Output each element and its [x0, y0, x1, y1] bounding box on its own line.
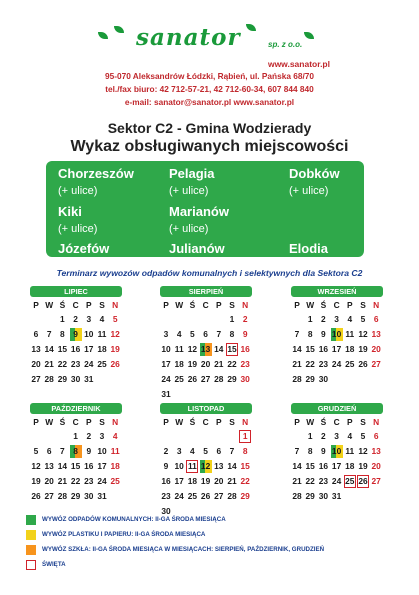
calendar-day: 10: [97, 446, 107, 456]
calendar-day: 30: [161, 506, 171, 516]
weekday-header: P: [86, 417, 92, 427]
calendar-day: 14: [57, 461, 68, 471]
calendar-day: 8: [70, 445, 82, 458]
calendar-day: 25: [345, 359, 355, 369]
legend-text: ŚWIĘTA: [42, 561, 66, 568]
leaf-icon: [114, 26, 124, 33]
legend-swatch: [26, 515, 36, 525]
calendar-day: 7: [60, 446, 65, 456]
calendar-day: 10: [161, 344, 171, 354]
weekday-header: N: [373, 417, 380, 427]
calendar-day: 31: [331, 491, 342, 501]
calendar-day: 18: [345, 461, 355, 471]
calendar-day: 21: [57, 476, 68, 486]
calendar-day: 21: [44, 359, 54, 369]
calendar-day: 2: [73, 314, 78, 324]
leaf-icon: [304, 32, 314, 39]
calendar-day: 4: [176, 329, 182, 339]
calendar-day: 18: [187, 476, 198, 486]
calendar-day: 17: [97, 461, 107, 471]
calendar-day: 7: [46, 329, 52, 339]
calendar-day: 10: [84, 329, 94, 339]
calendar-day: 19: [31, 476, 41, 486]
calendar-day: 23: [161, 491, 171, 501]
email-line: e-mail: sanator@sanator.pl www.sanator.pl: [124, 97, 295, 107]
calendar-day: 25: [110, 476, 120, 486]
month-calendar: [160, 403, 252, 516]
calendar-day: 21: [292, 359, 302, 369]
weekday-header: W: [306, 300, 315, 310]
calendar-day: 15: [57, 344, 68, 354]
calendar-day: 17: [84, 344, 94, 354]
calendar-day: 20: [371, 461, 381, 471]
calendar-day: 9: [163, 461, 169, 471]
calendar-day: 16: [161, 476, 171, 486]
calendar-day: 27: [371, 476, 381, 486]
legend-item: [26, 545, 386, 557]
calendar-day: 11: [97, 329, 107, 339]
calendar-day: 2: [321, 431, 326, 441]
locality-name: Kiki: [58, 204, 82, 219]
calendar-day: 6: [216, 446, 222, 456]
calendar-day: 28: [292, 491, 302, 501]
calendar-day: 13: [31, 344, 41, 354]
locality-name: Dobków: [289, 166, 340, 181]
weekday-header: P: [163, 300, 169, 310]
calendar-day: 26: [358, 476, 368, 486]
weekday-header: C: [72, 300, 79, 310]
calendar-day: 22: [57, 359, 68, 369]
calendar-day: 31: [161, 389, 171, 399]
calendar-day: 13: [44, 461, 54, 471]
calendar-day: 19: [200, 476, 211, 486]
locality-name: Józefów: [58, 241, 110, 256]
company-logo: [96, 22, 316, 56]
legend-swatch: [26, 545, 36, 555]
calendar-day: 19: [187, 359, 198, 369]
calendar-day: 21: [292, 476, 302, 486]
legend-swatch: [26, 530, 36, 540]
calendar-day: 2: [163, 446, 169, 456]
locality-streets: (+ ulice): [289, 185, 329, 197]
calendar-day: 12: [31, 461, 41, 471]
calendar-day: 22: [227, 359, 237, 369]
calendar-day: 1: [307, 314, 313, 324]
calendar-day: 14: [292, 461, 302, 471]
calendar-day: 27: [44, 491, 54, 501]
calendar-day: 27: [214, 491, 224, 501]
calendar-day: 21: [214, 359, 224, 369]
calendar-day: 15: [227, 344, 237, 354]
weekday-header: S: [99, 417, 105, 427]
calendar-day: 4: [347, 314, 353, 324]
calendar-day: 5: [360, 314, 366, 324]
schedule-title: Terminarz wywozów odpadów komunalnych i selektywnych dla Sektora C2: [56, 268, 363, 278]
calendar-day: 1: [229, 314, 235, 324]
month-calendar: [30, 286, 122, 384]
locality-name: Elodia: [289, 241, 329, 256]
calendar-day: 29: [305, 374, 315, 384]
calendar-day: 8: [229, 329, 235, 339]
legend-item: [26, 530, 386, 542]
calendar-day: 1: [73, 431, 78, 441]
calendar-day: 2: [242, 314, 248, 324]
calendar-day: 30: [70, 374, 81, 384]
weekday-header: S: [360, 417, 366, 427]
calendar-day: 30: [318, 374, 329, 384]
calendar-day: 13: [371, 329, 381, 339]
calendar-day: 22: [305, 359, 315, 369]
calendar-day: 16: [84, 461, 94, 471]
calendar-day: 29: [57, 374, 68, 384]
calendar-day: 4: [99, 314, 105, 324]
calendar-day: 11: [174, 344, 184, 354]
calendar-day: 14: [227, 461, 237, 471]
calendar-day: 24: [84, 359, 94, 369]
calendar-day: 15: [305, 461, 315, 471]
weekday-header: C: [202, 300, 209, 310]
locality-streets: (+ ulice): [58, 223, 98, 235]
calendar-day: 20: [44, 476, 54, 486]
calendar-day: 27: [371, 359, 381, 369]
calendar-day: 24: [331, 359, 342, 369]
weekday-header: N: [242, 417, 249, 427]
calendar-day: 6: [33, 329, 39, 339]
calendar-day: 17: [161, 359, 171, 369]
calendar-day: 13: [200, 344, 211, 354]
calendar-day: 30: [84, 491, 94, 501]
calendar-day: 17: [174, 476, 184, 486]
localities-title: Wykaz obsługiwanych miejscowości: [70, 138, 349, 155]
calendar-day: 13: [214, 461, 224, 471]
calendar-day: 27: [200, 374, 211, 384]
calendar-day: 28: [214, 374, 224, 384]
calendar-day: 4: [190, 446, 195, 456]
calendar-day: 24: [174, 491, 184, 501]
calendar-day: 28: [44, 374, 54, 384]
weekday-header: P: [163, 417, 169, 427]
calendar-day: 3: [334, 314, 339, 324]
calendar-day: 26: [200, 491, 211, 501]
calendar-day: 2: [321, 314, 326, 324]
calendar-day: 12: [358, 446, 368, 456]
calendar-day: 25: [345, 476, 355, 486]
calendar-day: 31: [84, 374, 94, 384]
weekday-header: Ś: [189, 417, 196, 427]
calendar-day: 11: [345, 446, 355, 456]
calendar-day: 3: [99, 431, 105, 441]
weekday-header: P: [294, 300, 300, 310]
weekday-header: Ś: [59, 300, 66, 310]
calendar-day: 30: [240, 374, 250, 384]
calendar-day: 7: [294, 329, 300, 339]
month-name: WRZESIEŃ: [291, 286, 383, 297]
calendar-day: 23: [70, 359, 81, 369]
calendar-day: 26: [358, 359, 368, 369]
calendar-day: 15: [70, 461, 81, 471]
calendar-day: 10: [174, 461, 184, 471]
calendar-day: 20: [371, 344, 381, 354]
calendar-day: 26: [187, 374, 198, 384]
weekday-header: Ś: [320, 300, 327, 310]
calendar-day: 11: [345, 329, 355, 339]
calendar-day: 22: [240, 476, 250, 486]
calendar-day: 20: [214, 476, 224, 486]
calendar-day: 19: [358, 461, 368, 471]
calendar-day: 26: [31, 491, 41, 501]
calendar-day: 9: [321, 329, 326, 339]
calendar-day: 29: [240, 491, 250, 501]
calendar-day: 16: [318, 344, 329, 354]
locality-streets: (+ ulice): [169, 185, 209, 197]
weekday-header: W: [306, 417, 315, 427]
calendar-day: 21: [227, 476, 237, 486]
calendar-day: 3: [176, 446, 182, 456]
calendar-day: 5: [190, 329, 195, 339]
calendar-day: 7: [216, 329, 222, 339]
weekday-header: P: [216, 417, 222, 427]
calendar-day: 5: [360, 431, 366, 441]
calendar-day: 9: [321, 446, 326, 456]
calendar-day: 12: [187, 344, 198, 354]
legend-swatch: [26, 560, 36, 570]
weekday-header: Ś: [189, 300, 196, 310]
month-name: PAŹDZIERNIK: [30, 403, 122, 414]
calendar-day: 7: [294, 446, 300, 456]
weekday-header: P: [294, 417, 300, 427]
weekday-header: S: [229, 300, 235, 310]
calendar-day: 9: [86, 446, 92, 456]
calendar-day: 16: [240, 344, 250, 354]
calendar-day: 8: [242, 446, 248, 456]
month-name: SIERPIEŃ: [160, 286, 252, 297]
legend-item: [26, 560, 386, 572]
weekday-header: Ś: [320, 417, 327, 427]
logo-suffix: sp. z o.o.: [268, 40, 303, 49]
weekday-header: Ś: [59, 417, 66, 427]
calendar-day: 2: [86, 431, 92, 441]
weekday-header: S: [99, 300, 105, 310]
weekday-header: N: [112, 300, 119, 310]
calendar-day: 3: [163, 329, 169, 339]
sector-title: Sektor C2 - Gmina Wodzierady: [107, 120, 312, 136]
weekday-header: W: [175, 300, 184, 310]
calendar-day: 15: [305, 344, 315, 354]
calendar-day: 23: [240, 359, 250, 369]
calendar-day: 8: [307, 446, 313, 456]
locality-name: Pelagia: [169, 166, 215, 181]
legend-text: WYWÓZ PLASTIKU I PAPIERU: II-GA ŚRODA MIESIĄCA: [42, 531, 206, 538]
calendar-day: 29: [70, 491, 81, 501]
calendar-day: 24: [161, 374, 171, 384]
calendar-day: 17: [331, 461, 342, 471]
calendar-day: 4: [112, 431, 118, 441]
calendar-day: 23: [318, 476, 329, 486]
calendar-day: 10: [331, 329, 342, 339]
calendar-day: 8: [307, 329, 313, 339]
calendar-day: 6: [373, 431, 379, 441]
calendar-day: 4: [347, 431, 353, 441]
calendar-day: 24: [97, 476, 107, 486]
calendar-day: 10: [331, 446, 342, 456]
calendar-day: 19: [358, 344, 368, 354]
weekday-header: N: [242, 300, 249, 310]
calendar-day: 3: [86, 314, 92, 324]
weekday-header: P: [33, 300, 39, 310]
calendar-day: 23: [84, 476, 94, 486]
weekday-header: S: [360, 300, 366, 310]
calendar-day: 25: [187, 491, 198, 501]
calendar-day: 14: [214, 344, 224, 354]
calendar-day: 31: [97, 491, 107, 501]
locality-name: Marianów: [169, 204, 229, 219]
weekday-header: S: [229, 417, 235, 427]
calendar-day: 9: [70, 328, 82, 341]
calendar-day: 5: [203, 446, 208, 456]
calendar-day: 18: [345, 344, 355, 354]
month-name: GRUDZIEŃ: [291, 403, 383, 414]
weekday-header: C: [72, 417, 79, 427]
calendar-day: 13: [371, 446, 381, 456]
calendar-day: 9: [242, 329, 248, 339]
leaf-icon: [246, 24, 256, 31]
calendar-day: 3: [334, 431, 339, 441]
calendar-day: 23: [318, 359, 329, 369]
calendar-day: 24: [331, 476, 342, 486]
calendar-day: 27: [31, 374, 41, 384]
weekday-header: N: [373, 300, 380, 310]
calendar-day: 20: [200, 359, 211, 369]
calendar-day: 6: [46, 446, 52, 456]
calendar-day: 16: [318, 461, 329, 471]
month-name: LIPIEC: [30, 286, 122, 297]
weekday-header: P: [86, 300, 92, 310]
calendar-day: 22: [70, 476, 81, 486]
weekday-header: W: [45, 417, 54, 427]
calendar-day: 20: [31, 359, 41, 369]
calendar-day: 14: [44, 344, 54, 354]
calendar-day: 6: [373, 314, 379, 324]
locality-name: Chorzeszów: [58, 166, 134, 181]
calendar-day: 18: [174, 359, 184, 369]
calendar-day: 15: [240, 461, 250, 471]
weekday-header: C: [333, 300, 340, 310]
calendar-day: 29: [305, 491, 315, 501]
calendar-day: 25: [174, 374, 184, 384]
calendar-day: 26: [110, 359, 120, 369]
legend-item: [26, 515, 386, 527]
month-name: LISTOPAD: [160, 403, 252, 414]
logo-text: sanator: [136, 24, 241, 51]
weekday-header: C: [333, 417, 340, 427]
weekday-header: P: [33, 417, 39, 427]
calendar-day: 22: [305, 476, 315, 486]
calendar-day: 28: [57, 491, 68, 501]
weekday-header: N: [112, 417, 119, 427]
month-calendar: [30, 403, 122, 501]
calendar-day: 1: [239, 430, 251, 443]
calendar-day: 12: [110, 329, 120, 339]
calendar-day: 1: [307, 431, 313, 441]
month-calendar: [291, 403, 383, 501]
localities-panel: [46, 161, 364, 257]
weekday-header: W: [175, 417, 184, 427]
weekday-header: P: [347, 300, 353, 310]
weekday-header: P: [347, 417, 353, 427]
locality-streets: (+ ulice): [58, 185, 98, 197]
website-link[interactable]: www.sanator.pl: [267, 59, 330, 69]
leaf-icon: [98, 32, 108, 39]
calendar-day: 29: [227, 374, 237, 384]
address-line: 95-070 Aleksandrów Łódzki, Rąbień, ul. Pańska 68/70: [104, 71, 315, 81]
calendar-day: 25: [97, 359, 107, 369]
calendar-day: 5: [33, 446, 39, 456]
calendar-day: 19: [110, 344, 120, 354]
legend-text: WYWÓZ SZKŁA: II-GA ŚRODA MIESIĄCA W MIESIĄCACH: SIERPIEŃ, PAŹDZIERNIK, GRUDZIEŃ: [42, 546, 325, 553]
calendar-day: 12: [358, 329, 368, 339]
calendar-day: 16: [70, 344, 81, 354]
calendar-day: 11: [187, 461, 197, 471]
locality-name: Julianów: [169, 241, 225, 256]
calendar-day: 30: [318, 491, 329, 501]
calendar-day: 7: [229, 446, 235, 456]
legend-text: WYWÓZ ODPADÓW KOMUNALNYCH: II-GA ŚRODA MIESIĄCA: [42, 516, 226, 523]
phone-line: tel./fax biuro: 42 712-57-21, 42 712-60-34, 607 844 840: [105, 84, 314, 94]
locality-streets: (+ ulice): [169, 223, 209, 235]
calendar-day: 12: [200, 461, 211, 471]
calendar-day: 18: [97, 344, 107, 354]
calendar-day: 1: [60, 314, 65, 324]
calendar-day: 28: [227, 491, 237, 501]
calendar-day: 28: [292, 374, 302, 384]
calendar-day: 14: [292, 344, 302, 354]
weekday-header: P: [216, 300, 222, 310]
weekday-header: C: [202, 417, 209, 427]
calendar-day: 17: [331, 344, 342, 354]
calendar-day: 18: [110, 461, 120, 471]
calendar-day: 6: [203, 329, 208, 339]
month-calendar: [291, 286, 383, 384]
calendar-day: 5: [112, 314, 118, 324]
calendar-day: 8: [60, 329, 65, 339]
calendar-day: 11: [110, 446, 120, 456]
month-calendar: [160, 286, 252, 399]
weekday-header: W: [45, 300, 54, 310]
